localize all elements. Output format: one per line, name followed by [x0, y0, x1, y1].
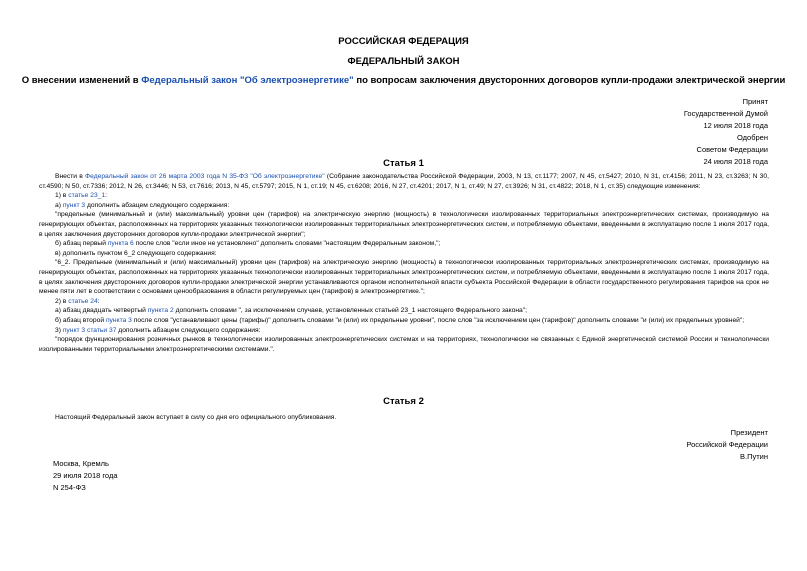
p4-pre: б) абзац первый [55, 240, 108, 248]
p7-post: : [97, 297, 100, 305]
law-type-heading: ФЕДЕРАЛЬНЫЙ ЗАКОН [347, 56, 460, 67]
intro-post: (Собрание законодательства Российской Федерации, 2003, N 13, ст.1177; 2007, N 45, ст.5427; 2010, N 31, ст.4156; 2011, N 23, ст.3263; N 30, ст.4590; N 50, ст.7336; 2012, N 26, ст.3446; N 53, ст.7616; 2013, N 45, ст.5797; 2015, N 1, ст.19; N 45, ст.6208; 2016, N 27, ст.4201; 2017, N 1, ст.49; N 27, ст.3926; N 31, ст.4822; 2018, N 1, ст.35) следующие изменения: [39, 173, 769, 190]
intro-pre: Внести в [55, 173, 86, 180]
p2-pre: а) [55, 201, 63, 209]
article-2-heading: Статья 2 [383, 396, 424, 407]
place-city: Москва, Кремль [53, 459, 109, 468]
intro-law-link[interactable]: Федеральный закон [85, 173, 148, 180]
paragraph-8 [39, 306, 769, 316]
paragraph-6: "6_2. Предельные (минимальный и (или) максимальный) уровни цен (тарифов) на электрическую энергию (мощность) в технологически изолированных территориальных электроэнергетических системах, производимую на генерирующих объектах, расположенных на территориях указанных технологически изолированных территориальных электроэнергетических систем, и потребляемую объектами, введенными в эксплуатацию после 1 июля 2017 года, в целях заключения двусторонних договоров купли-продажи электрической энергии устанавливаются органом исполнительной власти субъекта Российской Федерации в области государственного регулирования тарифов на срок не менее пяти лет в соответствии с основами ценообразования в области регулируемых цен (тарифов) в электроэнергетике."; [39, 259, 769, 296]
paragraph-9 [39, 316, 769, 326]
clause-3-second-link[interactable]: пункта 3 [105, 316, 132, 324]
paragraph-10 [39, 326, 769, 336]
country-heading: РОССИЙСКАЯ ФЕДЕРАЦИЯ [338, 36, 469, 47]
paragraph-5: в) дополнить пунктом 6_2 следующего содержания: [55, 249, 217, 257]
article-1-body [39, 172, 769, 354]
article-37-link[interactable]: пункт 3 статьи 37 [62, 326, 117, 334]
intro-law-date-link[interactable]: от 26 марта 2003 года N 35-ФЗ "Об электроэнергетике" [150, 173, 325, 180]
p8-post: дополнить словами ", за исключением случаев, установленных статьей 23_1 настоящего Федерального закона"; [173, 307, 528, 315]
p8-pre: а) абзац двадцать четвертый [55, 307, 148, 315]
paragraph-4 [39, 239, 769, 249]
p7-pre: 2) в [55, 297, 69, 305]
article-2-body [39, 413, 769, 423]
article-23-1-link[interactable]: статье 23_1 [68, 192, 106, 200]
title-law-link[interactable]: Федеральный закон "Об электроэнергетике" [141, 75, 354, 86]
article-24-link[interactable]: статье 24 [68, 297, 98, 305]
place-date: 29 июля 2018 года [53, 471, 118, 480]
adoption-line-6: 24 июля 2018 года [703, 157, 768, 166]
paragraph-2 [39, 201, 769, 211]
title-text-post: по вопросам заключения двусторонних договоров купли-продажи электрической энергии [353, 75, 786, 86]
adoption-line-2: Государственной Думой [683, 109, 768, 118]
signature-line-3: В.Путин [740, 452, 768, 461]
p1-pre: 1) в [55, 192, 69, 200]
law-number: N 254-ФЗ [53, 483, 86, 492]
adoption-line-1: Принят [742, 97, 768, 106]
signature-block [686, 427, 768, 463]
p9-pre: б) абзац второй [55, 316, 106, 324]
p1-post: : [105, 192, 107, 200]
p2-post: дополнить абзацем следующего содержания: [85, 201, 230, 209]
article-2-text: Настоящий Федеральный закон вступает в силу со дня его официального опубликования. [55, 414, 337, 421]
adoption-line-3: 12 июля 2018 года [703, 121, 768, 130]
signature-line-1: Президент [730, 428, 768, 437]
paragraph-1 [39, 191, 769, 201]
adoption-line-5: Советом Федерации [696, 145, 768, 154]
p9-post: после слов "устанавливают цены (тарифы)" дополнить словами "и (или) их предельные уровни", после слов "за исключением цен (тарифов)" дополнить словами "и (или) их предельных уровней"; [131, 316, 745, 324]
title-text-pre: О внесении изменений в [21, 75, 142, 86]
clause-2-link[interactable]: пункта 2 [147, 307, 174, 315]
article-1-heading: Статья 1 [383, 158, 424, 169]
paragraph-7 [39, 297, 769, 307]
article-1-intro [39, 172, 769, 191]
paragraph-3: "предельные (минимальный и (или) максимальный) уровни цен (тарифов) на электрическую энергию (мощность) в технологически изолированных территориальных электроэнергетических системах, производимую на генерирующих объектах, расположенных на территориях указанных технологически изолированных территориальных электроэнергетических систем, и потребляемую объектами, введенными в эксплуатацию после 1 июля 2017 года, в целях заключения двусторонних договоров купли-продажи электрической энергии"; [39, 211, 769, 238]
place-date-block [53, 458, 118, 494]
adoption-line-4: Одобрен [737, 133, 768, 142]
signature-line-2: Российской Федерации [686, 440, 768, 449]
clause-3-link[interactable]: пункт 3 [62, 201, 86, 209]
law-title [0, 75, 807, 86]
paragraph-11: "порядок функционирования розничных рынков в технологически изолированных электроэнергетических системах и на территориях, технологически не связанных с Единой энергетической системой России и технологически изолированными территориальными электроэнергетическими системами.". [39, 336, 769, 353]
p10-post: дополнить абзацем следующего содержания: [116, 326, 261, 334]
p4-post: после слов "если иное не установлено" дополнить словами "настоящим Федеральным законом,"; [133, 240, 441, 248]
clause-6-link[interactable]: пункта 6 [107, 240, 134, 248]
p10-pre: 3) [55, 326, 63, 334]
